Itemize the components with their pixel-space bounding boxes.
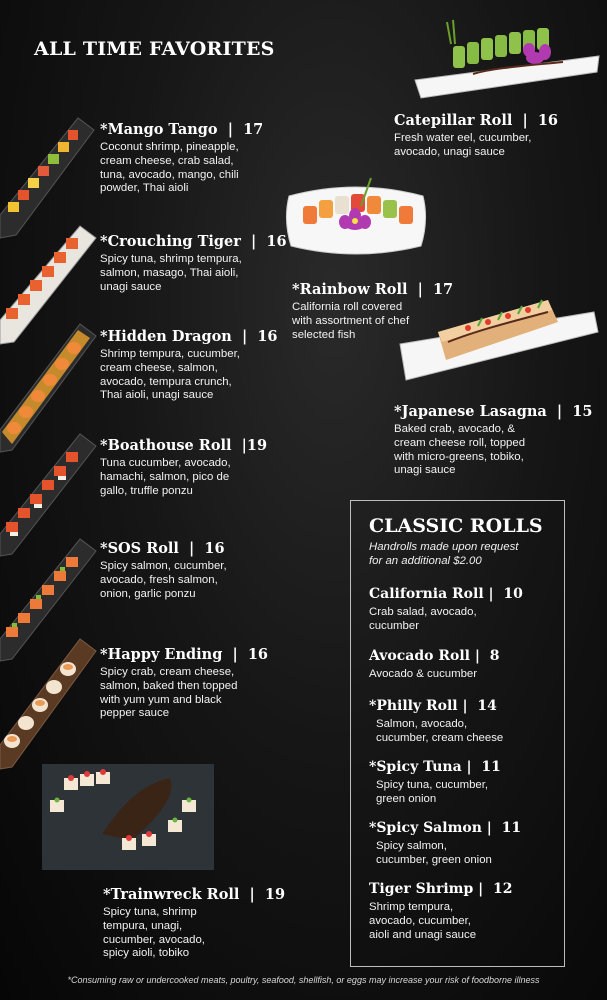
menu-item-rainbow-roll bbox=[292, 281, 453, 342]
item-name: *Japanese Lasagna | 15 bbox=[394, 403, 593, 420]
menu-item-boathouse-roll bbox=[100, 437, 267, 498]
section-title: ALL TIME FAVORITES bbox=[34, 38, 275, 60]
item-description: Spicy tuna, shrimp tempura, unagi, cucumber, avocado, spicy aioli, tobiko bbox=[103, 906, 205, 960]
item-description: Crab salad, avocado, cucumber bbox=[369, 606, 477, 632]
item-name: *Happy Ending | 16 bbox=[100, 646, 269, 663]
menu-item-japanese-lasagna bbox=[394, 403, 592, 478]
item-name: California Roll | 10 bbox=[369, 586, 523, 602]
item-name: *Trainwreck Roll | 19 bbox=[103, 886, 286, 903]
item-name: Catepillar Roll | 16 bbox=[394, 112, 558, 129]
classic-rolls-panel bbox=[350, 500, 565, 967]
item-description: Salmon, avocado, cucumber, cream cheese bbox=[376, 718, 504, 744]
classic-rolls-subtitle: Handrolls made upon request for an additional $2.00 bbox=[369, 541, 519, 567]
item-name: *Philly Roll | 14 bbox=[369, 698, 497, 714]
item-description: Shrimp tempura, cucumber, cream cheese, salmon, avocado, tempura crunch, Thai aioli, unagi sauce bbox=[100, 348, 240, 402]
item-description: Spicy tuna, shrimp tempura, salmon, masago, Thai aioli, unagi sauce bbox=[100, 253, 242, 293]
classic-item-philly-roll bbox=[369, 698, 503, 746]
item-description: Spicy salmon, cucumber, avocado, fresh salmon, onion, garlic ponzu bbox=[100, 560, 227, 600]
item-name: *Hidden Dragon | 16 bbox=[100, 328, 278, 345]
item-name: *Crouching Tiger | 16 bbox=[100, 233, 287, 250]
item-name: Tiger Shrimp | 12 bbox=[369, 881, 513, 897]
classic-rolls-title: CLASSIC ROLLS bbox=[369, 515, 543, 537]
happy-ending-image bbox=[0, 635, 100, 775]
item-description: Spicy crab, cream cheese, salmon, baked then topped with yum yum and black pepper sauce bbox=[100, 666, 238, 720]
menu-item-mango-tango bbox=[100, 121, 263, 196]
item-description: Avocado & cucumber bbox=[369, 668, 478, 680]
menu-item-happy-ending bbox=[100, 646, 268, 721]
menu-item-crouching-tiger bbox=[100, 233, 287, 294]
classic-item-california-roll bbox=[369, 586, 523, 634]
item-description: Spicy tuna, cucumber, green onion bbox=[376, 779, 489, 805]
menu-item-trainwreck-roll bbox=[103, 886, 285, 961]
classic-item-spicy-tuna bbox=[369, 759, 501, 807]
item-name: *Spicy Tuna | 11 bbox=[369, 759, 501, 775]
item-name: *Rainbow Roll | 17 bbox=[292, 281, 454, 298]
item-description: Fresh water eel, cucumber, avocado, unagi sauce bbox=[394, 132, 532, 158]
menu-item-catepillar-roll bbox=[394, 112, 558, 160]
item-name: *SOS Roll | 16 bbox=[100, 540, 225, 557]
item-description: Coconut shrimp, pineapple, cream cheese, crab salad, tuna, avocado, mango, chili powder, Thai aioli bbox=[100, 141, 239, 195]
item-description: Tuna cucumber, avocado, hamachi, salmon, pico de gallo, truffle ponzu bbox=[100, 457, 231, 497]
trainwreck-roll-image bbox=[42, 764, 214, 870]
item-name: *Mango Tango | 17 bbox=[100, 121, 264, 138]
item-description: Shrimp tempura, avocado, cucumber, aioli and unagi sauce bbox=[369, 901, 477, 941]
classic-item-avocado-roll bbox=[369, 648, 499, 682]
rainbow-roll-image bbox=[283, 176, 429, 264]
item-description: Spicy salmon, cucumber, green onion bbox=[376, 840, 492, 866]
item-name: *Boathouse Roll |19 bbox=[100, 437, 268, 454]
menu-item-sos-roll bbox=[100, 540, 227, 601]
item-description: California roll covered with assortment of chef selected fish bbox=[292, 301, 410, 341]
item-name: *Spicy Salmon | 11 bbox=[369, 820, 522, 836]
item-description: Baked crab, avocado, & cream cheese roll, topped with micro-greens, tobiko, unagi sauce bbox=[394, 423, 526, 477]
foodborne-illness-disclaimer: *Consuming raw or undercooked meats, poultry, seafood, shellfish, or eggs may increase your risk of foodborne illness bbox=[67, 975, 540, 985]
classic-item-tiger-shrimp bbox=[369, 881, 512, 942]
caterpillar-roll-image bbox=[413, 18, 601, 100]
item-name: Avocado Roll | 8 bbox=[369, 648, 500, 664]
menu-item-hidden-dragon bbox=[100, 328, 278, 403]
classic-item-spicy-salmon bbox=[369, 820, 521, 868]
